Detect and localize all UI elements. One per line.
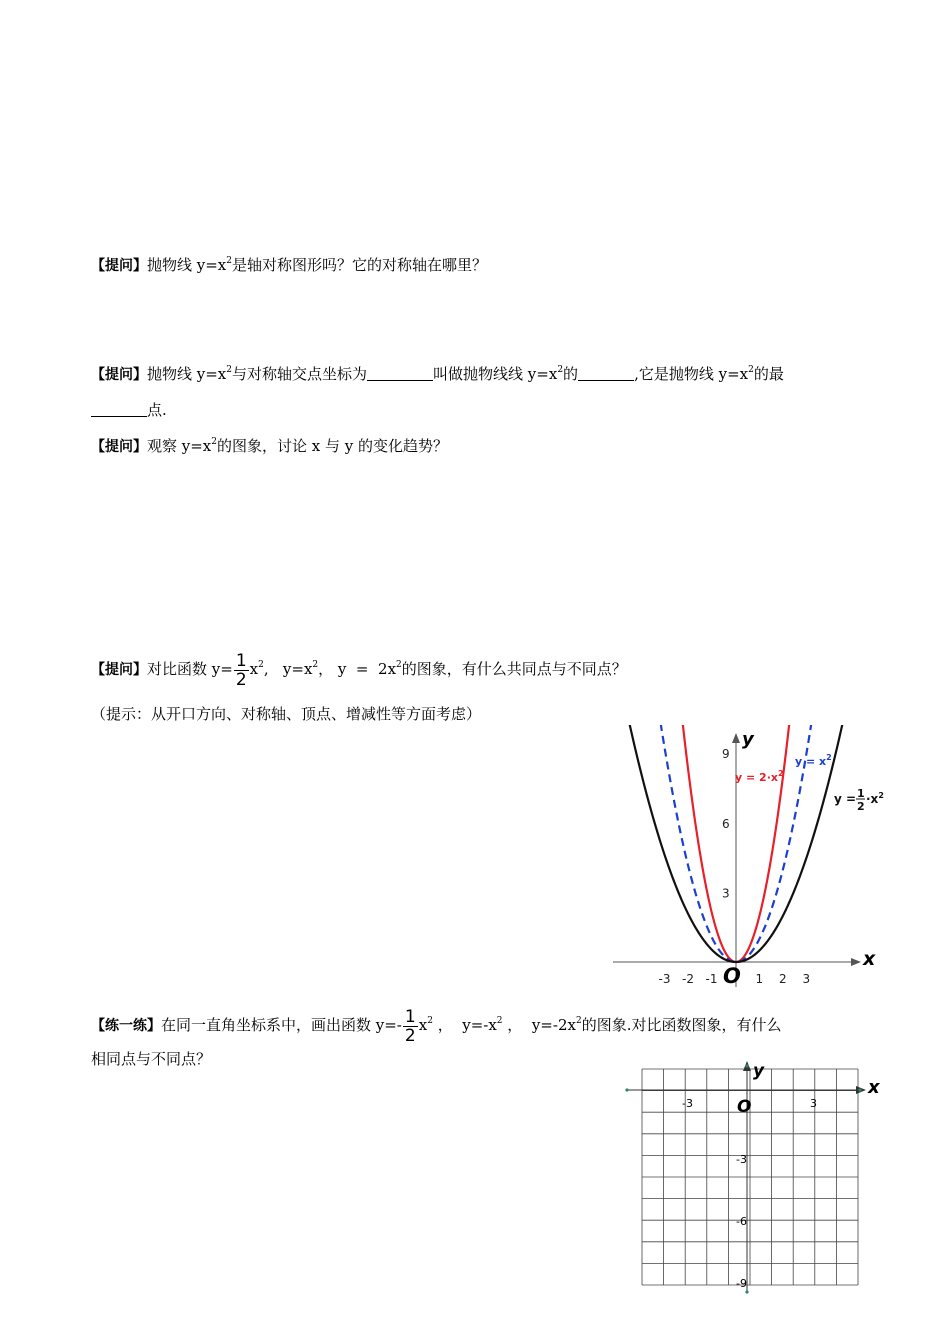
x-tick-label: -3	[682, 1097, 693, 1110]
x-axis-label: x	[868, 1077, 880, 1098]
label-y-half-x2	[834, 787, 884, 813]
parabola-graph	[605, 725, 895, 990]
y-axis-arrow	[732, 733, 740, 743]
practice-question: 【练一练】在同一直角坐标系中，画出函数 y=- $\frac{1}{2}$ $x^2$ ， $y=-x^2$ ， $y=-2x^2$的图象.对比函数图象，有什么	[91, 1006, 782, 1046]
svg-text:2: 2	[857, 800, 865, 813]
axis-endpoint	[625, 1088, 628, 1091]
axis-endpoint	[745, 1290, 748, 1293]
fraction: $\frac{1}{2}$	[235, 650, 247, 690]
x-tick-label: -1	[705, 972, 718, 986]
label-y-x2: $y = x^2$	[795, 753, 832, 768]
question-3: 【提问】观察 $y=x^2$的图象，讨论 x 与 y 的变化趋势？	[91, 437, 449, 455]
x-tick-label: 2	[779, 972, 787, 986]
answer-blank[interactable]	[367, 366, 433, 381]
practice-tag: 【练一练】	[91, 1018, 161, 1034]
question-tag: 【提问】	[91, 367, 147, 383]
question-2-cont: 点.	[91, 400, 167, 420]
x-axis-label: x	[863, 948, 876, 970]
question-tag: 【提问】	[91, 439, 147, 455]
y-axis-label: y	[742, 729, 754, 750]
x-tick-label: 1	[755, 972, 764, 986]
question-4: 【提问】对比函数 y= $\frac{1}{2}$ $x^2$, $y=x^2$， $y = 2x^2$的图象，有什么共同点与不同点？	[91, 650, 627, 690]
y-tick-label: 6	[722, 816, 730, 831]
origin-label: O	[737, 1097, 752, 1117]
y-tick-label: -9	[736, 1277, 747, 1290]
practice-question-line2: 相同点与不同点？	[91, 1050, 212, 1068]
svg-text:1: 1	[857, 787, 865, 800]
x-tick-label: 3	[802, 972, 811, 986]
x-axis-arrow	[851, 958, 861, 966]
x-tick-label: -3	[658, 972, 671, 986]
answer-blank[interactable]	[91, 402, 147, 417]
question-1: 【提问】抛物线 $y=x^2$是轴对称图形吗？它的对称轴在哪里？	[91, 256, 488, 274]
y-axis-label: y	[753, 1061, 765, 1081]
origin-label: O	[723, 964, 741, 988]
question-2: 【提问】抛物线 $y=x^2$与对称轴交点坐标为 叫做抛物线线 $y=x^2$的 ,它是抛物线 $y=x^2$的最	[91, 365, 784, 383]
y-tick-label: 3	[722, 886, 730, 901]
hint-text: （提示：从开口方向、对称轴、顶点、增减性等方面考虑）	[91, 705, 482, 723]
svg-text:·x2: $\cdot x^2$	[866, 791, 884, 806]
axis-endpoint	[858, 1088, 861, 1091]
question-tag: 【提问】	[91, 662, 147, 678]
label-y-2x2: $y = 2\cdot x^2$	[735, 769, 784, 784]
x-tick-label: -2	[682, 972, 694, 986]
blank-grid-graph	[620, 1060, 890, 1300]
y-tick-label: 9	[722, 747, 730, 762]
question-tag: 【提问】	[91, 258, 147, 274]
y-tick-label: -6	[736, 1215, 747, 1228]
svg-text:y =: y =	[834, 792, 857, 806]
answer-blank[interactable]	[578, 366, 634, 381]
x-tick-label: 3	[810, 1097, 817, 1110]
y-tick-label: -3	[736, 1153, 747, 1166]
axis-endpoint	[745, 1064, 748, 1067]
fraction: $\frac{1}{2}$	[404, 1006, 416, 1046]
